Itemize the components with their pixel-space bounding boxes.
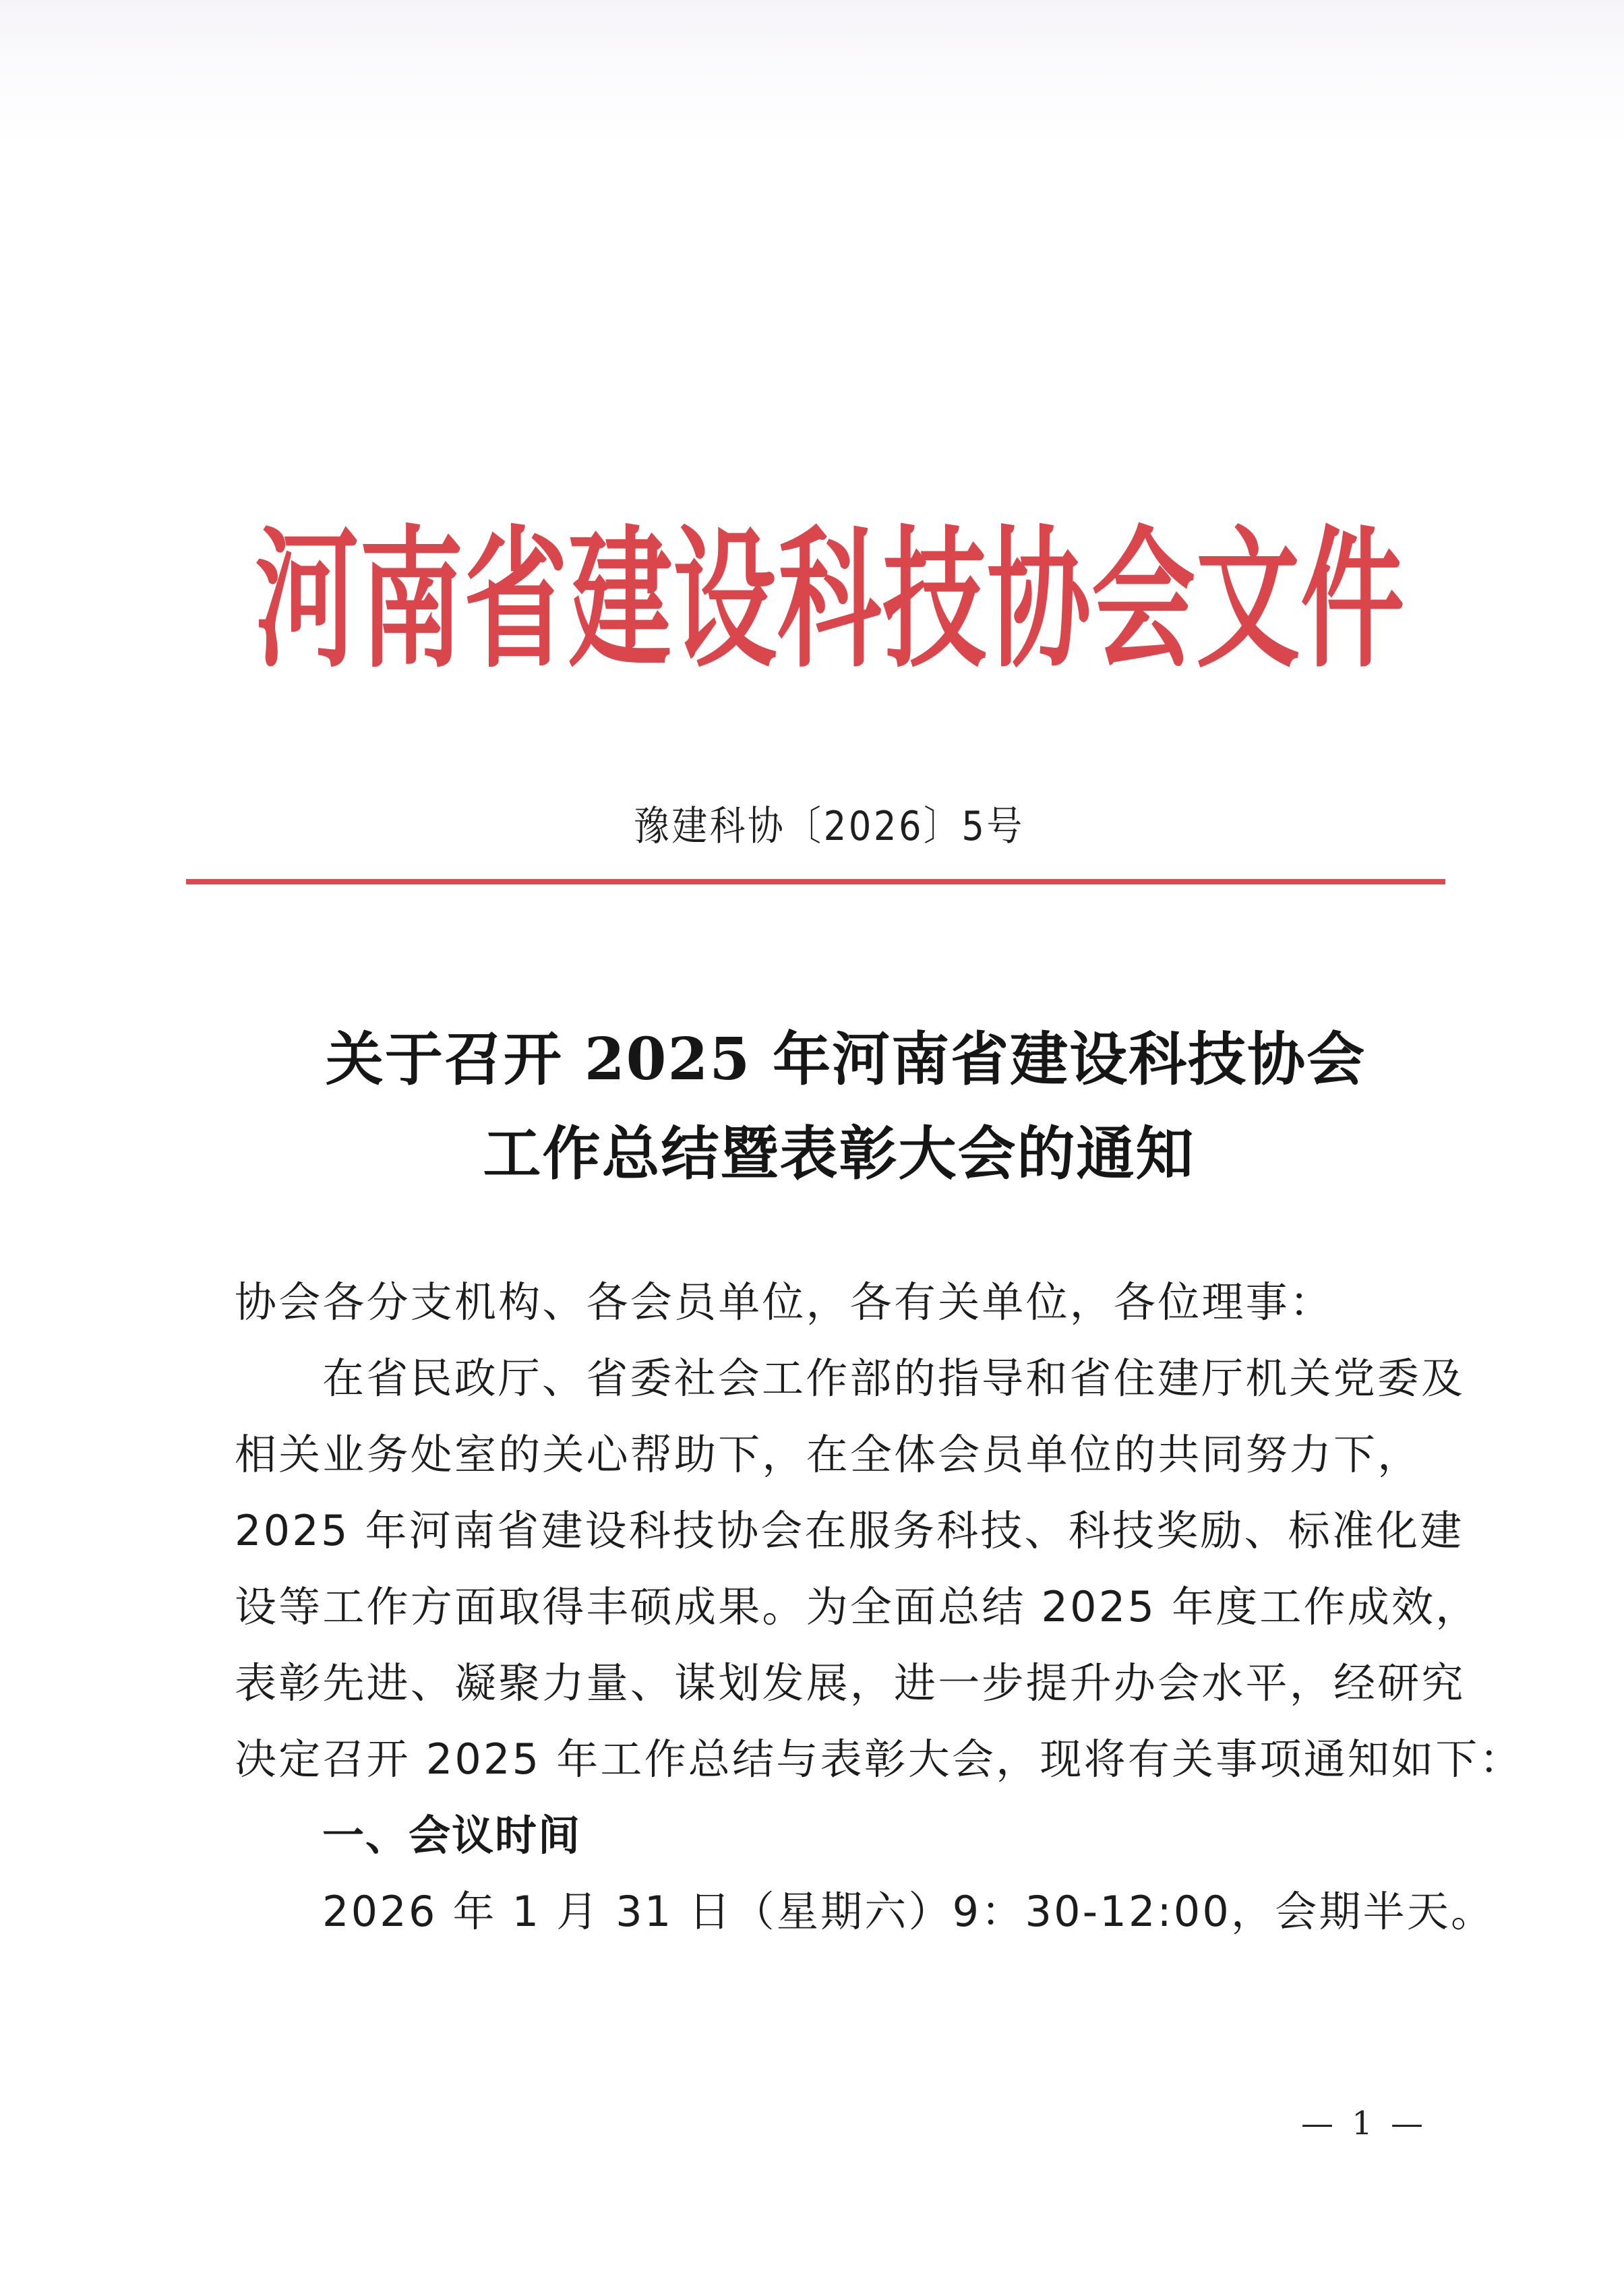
masthead-char: 科 [777, 511, 882, 689]
masthead-char: 河 [255, 511, 359, 689]
masthead-char: 建 [568, 511, 673, 689]
masthead-char: 文 [1195, 511, 1300, 689]
paragraph-line: 相关业务处室的关心帮助下，在全体会员单位的共同努力下， [235, 1430, 1422, 1479]
masthead-char: 技 [882, 511, 986, 689]
red-divider-rule [186, 879, 1445, 884]
masthead-title [241, 511, 1405, 689]
salutation: 协会各分支机构、各会员单位，各有关单位，各位理事： [235, 1277, 1334, 1327]
meeting-time-text: 2026 年 1 月 31 日（星期六）9：30-12:00，会期半天。 [322, 1887, 1495, 1936]
paragraph-line: 设等工作方面取得丰硕成果。为全面总结 2025 年度工作成效， [235, 1582, 1480, 1631]
page-number: — 1 — [1301, 2105, 1428, 2142]
notice-title-line-2: 工作总结暨表彰大会的通知 [483, 1120, 1195, 1188]
masthead-char: 会 [1091, 511, 1195, 689]
masthead-char: 协 [986, 511, 1091, 689]
document-number: 豫建科协〔2026〕5号 [634, 803, 1025, 850]
masthead-char: 设 [673, 511, 777, 689]
masthead-char: 省 [464, 511, 568, 689]
paragraph-line: 决定召开 2025 年工作总结与表彰大会，现将有关事项通知如下： [235, 1735, 1524, 1784]
paragraph-line: 在省民政厅、省委社会工作部的指导和省住建厅机关党委及 [322, 1354, 1466, 1403]
section-heading-meeting-time: 一、会议时间 [322, 1811, 582, 1860]
masthead-char: 南 [359, 511, 464, 689]
paragraph-line: 表彰先进、凝聚力量、谋划发展，进一步提升办会水平，经研究 [235, 1658, 1466, 1708]
red-masthead [241, 511, 1405, 689]
masthead-char: 件 [1300, 511, 1405, 689]
paragraph-line: 2025 年河南省建设科技协会在服务科技、科技奖励、标准化建 [235, 1506, 1464, 1555]
notice-title-line-1: 关于召开 2025 年河南省建设科技协会 [325, 1025, 1366, 1093]
